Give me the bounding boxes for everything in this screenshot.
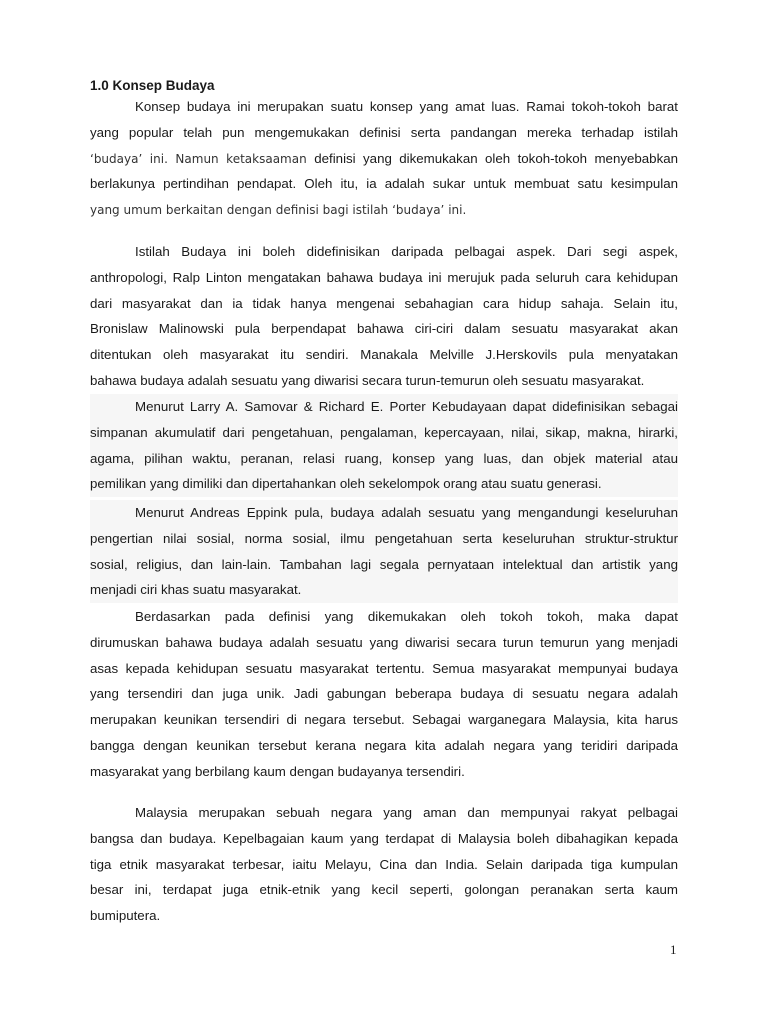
paragraph-3 [90,394,678,497]
text-run: anthropologi, Ralp Linton mengatakan bahawa budaya ini merujuk pada seluruh cara kehidupan [90,269,678,285]
text-line [90,759,678,785]
text-line [90,368,678,394]
text-run: dari masyarakat dan ia tidak hanya mengenai sebahagian cara hidup sahaja. Selain itu, [90,295,678,311]
text-line [90,500,678,526]
text-run: Menurut Andreas Eppink pula, budaya adalah sesuatu yang mengandungi keseluruhan [135,505,678,520]
text-line [90,826,678,852]
text-run: yang umum berkaitan dengan definisi bagi istilah ‘budaya’ ini. [90,203,467,218]
text-run: agama, pilihan waktu, peranan, relasi ruang, konsep yang luas, dan objek material atau [90,450,678,466]
text-line [90,630,678,656]
text-line [90,681,678,707]
text-line [90,265,678,291]
text-run: berlakunya pertindihan pendapat. Oleh itu, ia adalah sukar untuk membuat satu kesimpulan [90,176,678,192]
text-line [90,903,678,929]
paragraph-5 [90,604,678,785]
text-line [90,604,678,630]
text-line [90,852,678,878]
text-line [90,656,678,682]
text-line [90,120,678,146]
text-line [90,552,678,578]
text-run: yang tersendiri dan juga unik. Jadi gabungan beberapa budaya di sesuatu negara adalah [90,686,678,702]
text-run: Istilah Budaya ini boleh didefinisikan daripada pelbagai aspek. Dari segi aspek, [135,244,678,259]
text-line [90,526,678,552]
text-run: Berdasarkan pada definisi yang dikemukakan oleh tokoh tokoh, maka dapat [135,609,678,624]
text-run: definisi yang dikemukakan oleh tokoh-tokoh menyebabkan [314,150,678,166]
text-run: merupakan keunikan tersendiri di negara tersebut. Sebagai warganegara Malaysia, kita harus [90,712,678,728]
text-run: asas kepada kehidupan sesuatu masyarakat tertentu. Semua masyarakat mempunyai budaya [90,660,678,676]
text-line [90,707,678,733]
text-run: bangga dengan keunikan tersebut kerana negara kita adalah negara yang teridiri daripada [90,737,678,753]
text-run: ditentukan oleh masyarakat itu sendiri. Manakala Melville J.Herskovils pula menyatakan [90,347,678,363]
text-run: tiga etnik masyarakat terbesar, iaitu Melayu, Cina dan India. Selain daripada tiga kumpulan [90,856,678,872]
text-run: pemilikan yang dimiliki dan dipertahankan oleh sekelompok orang atau suatu generasi. [90,476,602,492]
text-run: dirumuskan bahawa budaya adalah sesuatu yang diwarisi secara turun temurun yang menjadi [90,634,678,650]
text-run: bangsa dan budaya. Kepelbagaian kaum yang terdapat di Malaysia boleh dibahagikan kepada [90,830,678,846]
section-heading: 1.0 Konsep Budaya [90,78,215,93]
text-run: masyarakat yang berbilang kaum dengan budayanya tersendiri. [90,763,465,779]
text-run: Malaysia merupakan sebuah negara yang aman dan mempunyai rakyat pelbagai [135,805,678,820]
text-run: Konsep budaya ini merupakan suatu konsep yang amat luas. Ramai tokoh-tokoh barat [135,99,678,114]
text-run: bahawa budaya adalah sesuatu yang diwarisi secara turun-temurun oleh sesuatu masyarakat. [90,372,645,388]
text-run: ‘budaya’ ini. Namun ketaksaaman [90,151,315,166]
text-line [90,291,678,317]
text-line [90,239,678,265]
text-run: menjadi ciri khas suatu masyarakat. [90,582,302,598]
text-run: yang popular telah pun mengemukakan definisi serta pandangan mereka terhadap istilah [90,124,678,140]
text-run: besar ini, terdapat juga etnik-etnik yang kecil seperti, golongan peranakan serta kaum [90,882,678,898]
text-run: Bronislaw Malinowski pula berpendapat bahawa ciri-ciri dalam sesuatu masyarakat akan [90,321,678,337]
text-run: sosial, religius, dan lain-lain. Tambahan lagi segala pernyataan intelektual dan artistik yang [90,556,678,572]
text-line [90,420,678,446]
text-line [90,733,678,759]
text-line [90,446,678,472]
text-line [90,316,678,342]
paragraph-2 [90,239,678,394]
text-line [90,171,678,197]
text-line [90,471,678,497]
text-line [90,877,678,903]
text-line [90,94,678,120]
text-line [90,394,678,420]
text-run: bumiputera. [90,908,161,924]
text-line [90,146,678,172]
paragraph-6 [90,800,678,929]
text-line [90,342,678,368]
text-line [90,197,678,223]
text-run: Menurut Larry A. Samovar & Richard E. Porter Kebudayaan dapat didefinisikan sebagai [135,399,678,414]
text-run: simpanan akumulatif dari pengetahuan, pengalaman, kepercayaan, nilai, sikap, makna, hirarki, [90,424,678,440]
paragraph-1 [90,94,678,223]
text-line [90,800,678,826]
text-run: pengertian nilai sosial, norma sosial, ilmu pengetahuan serta keseluruhan struktur-struktur [90,530,678,546]
paragraph-4 [90,500,678,603]
page-number: 1 [670,942,677,957]
text-line [90,577,678,603]
